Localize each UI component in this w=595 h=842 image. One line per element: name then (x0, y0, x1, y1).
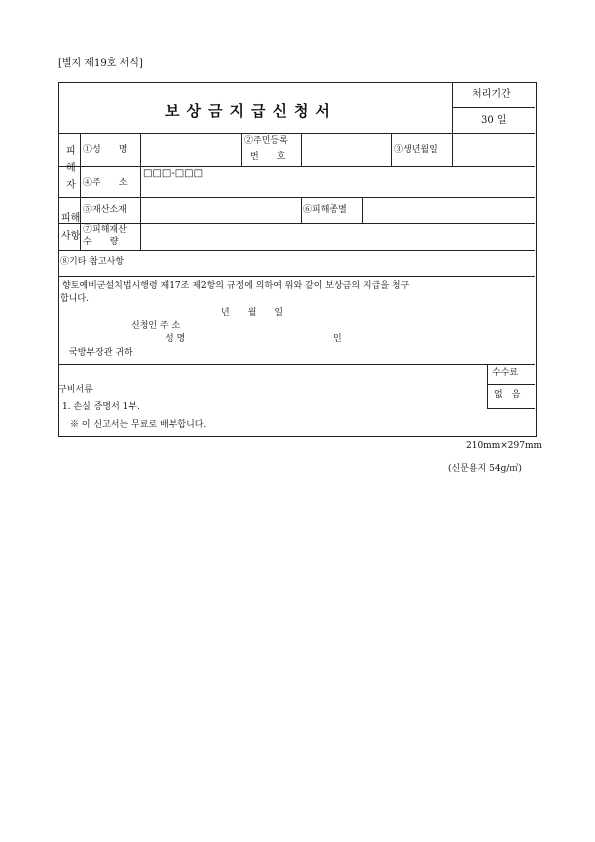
damage-type-label: ⑥피해종별 (303, 205, 347, 215)
applicant-group-char: 해 (66, 163, 76, 174)
address-label: ④주 소 (83, 178, 128, 188)
resident-number-label: 번 호 (250, 152, 286, 162)
fee-column-divider (487, 364, 488, 408)
required-documents-header: 구비서류 (58, 385, 93, 395)
paper-size: 210mm×297mm (466, 441, 543, 451)
title-divider (452, 82, 453, 134)
free-distribution-note: ※ 이 신고서는 무료로 배부합니다. (70, 420, 207, 430)
required-document-item: 1. 손실 증명서 1부. (62, 402, 140, 412)
row-divider (58, 276, 535, 277)
row-divider (58, 250, 535, 251)
column-divider (391, 133, 392, 166)
form-number-label: [별지 제19호 서식] (58, 58, 143, 69)
damaged-property-label: ⑦피해재산 (83, 225, 127, 235)
damaged-property-label: 수 량 (83, 237, 119, 247)
resident-number-label: ②주민등록 (244, 136, 288, 146)
row-divider (58, 364, 535, 365)
title-row-bottom (58, 133, 535, 134)
birth-date-label: ③생년월일 (394, 145, 438, 155)
resident-number-field[interactable] (303, 135, 389, 164)
fee-value: 없 음 (494, 390, 521, 400)
property-location-label: ⑤재산소재 (83, 205, 127, 215)
applicant-group-char: 자 (66, 180, 76, 191)
fee-divider (487, 408, 535, 409)
name-label: ①성 명 (83, 145, 128, 155)
damage-type-field[interactable] (364, 199, 533, 221)
seal-mark: 인 (333, 334, 342, 344)
name-field[interactable] (142, 135, 239, 164)
statement-text: 합니다. (60, 294, 89, 304)
applicant-address-label: 신청인 주 소 (131, 321, 181, 331)
recipient-line: 국방부장관 귀하 (69, 348, 133, 358)
other-notes-label: ⑧기타 참고사항 (60, 257, 125, 267)
row-divider (58, 166, 535, 167)
processing-period-label: 처리기간 (472, 89, 511, 100)
damage-group-label: 사항 (61, 231, 81, 242)
column-divider (362, 197, 363, 223)
column-divider (241, 133, 242, 166)
processing-divider (452, 107, 535, 108)
form-title: 보상금지급신청서 (165, 102, 337, 120)
property-location-field[interactable] (142, 199, 299, 221)
damaged-property-field[interactable] (142, 225, 533, 248)
birth-date-field[interactable] (454, 135, 533, 164)
column-divider (301, 197, 302, 223)
row-divider (58, 223, 535, 224)
applicant-name-label: 성 명 (165, 334, 186, 344)
address-field[interactable] (142, 180, 532, 196)
column-divider (301, 133, 302, 166)
fee-divider (487, 384, 535, 385)
column-divider (140, 133, 141, 250)
paper-spec: (신문용지 54g/㎡) (448, 464, 522, 474)
damage-group-label: 피해 (61, 213, 81, 224)
date-line: 년 월 일 (221, 308, 284, 318)
fee-label: 수수료 (492, 368, 519, 378)
postal-code-boxes: □□□-□□□ (143, 168, 204, 179)
processing-period-value: 30 일 (481, 115, 507, 126)
statement-text: 향토예비군설치법시행령 제17조 제2항의 규정에 의하여 위와 같이 보상금의 지급을 청구 (62, 281, 410, 291)
applicant-group-char: 피 (66, 146, 76, 157)
column-divider (452, 133, 453, 166)
row-divider (58, 197, 535, 198)
